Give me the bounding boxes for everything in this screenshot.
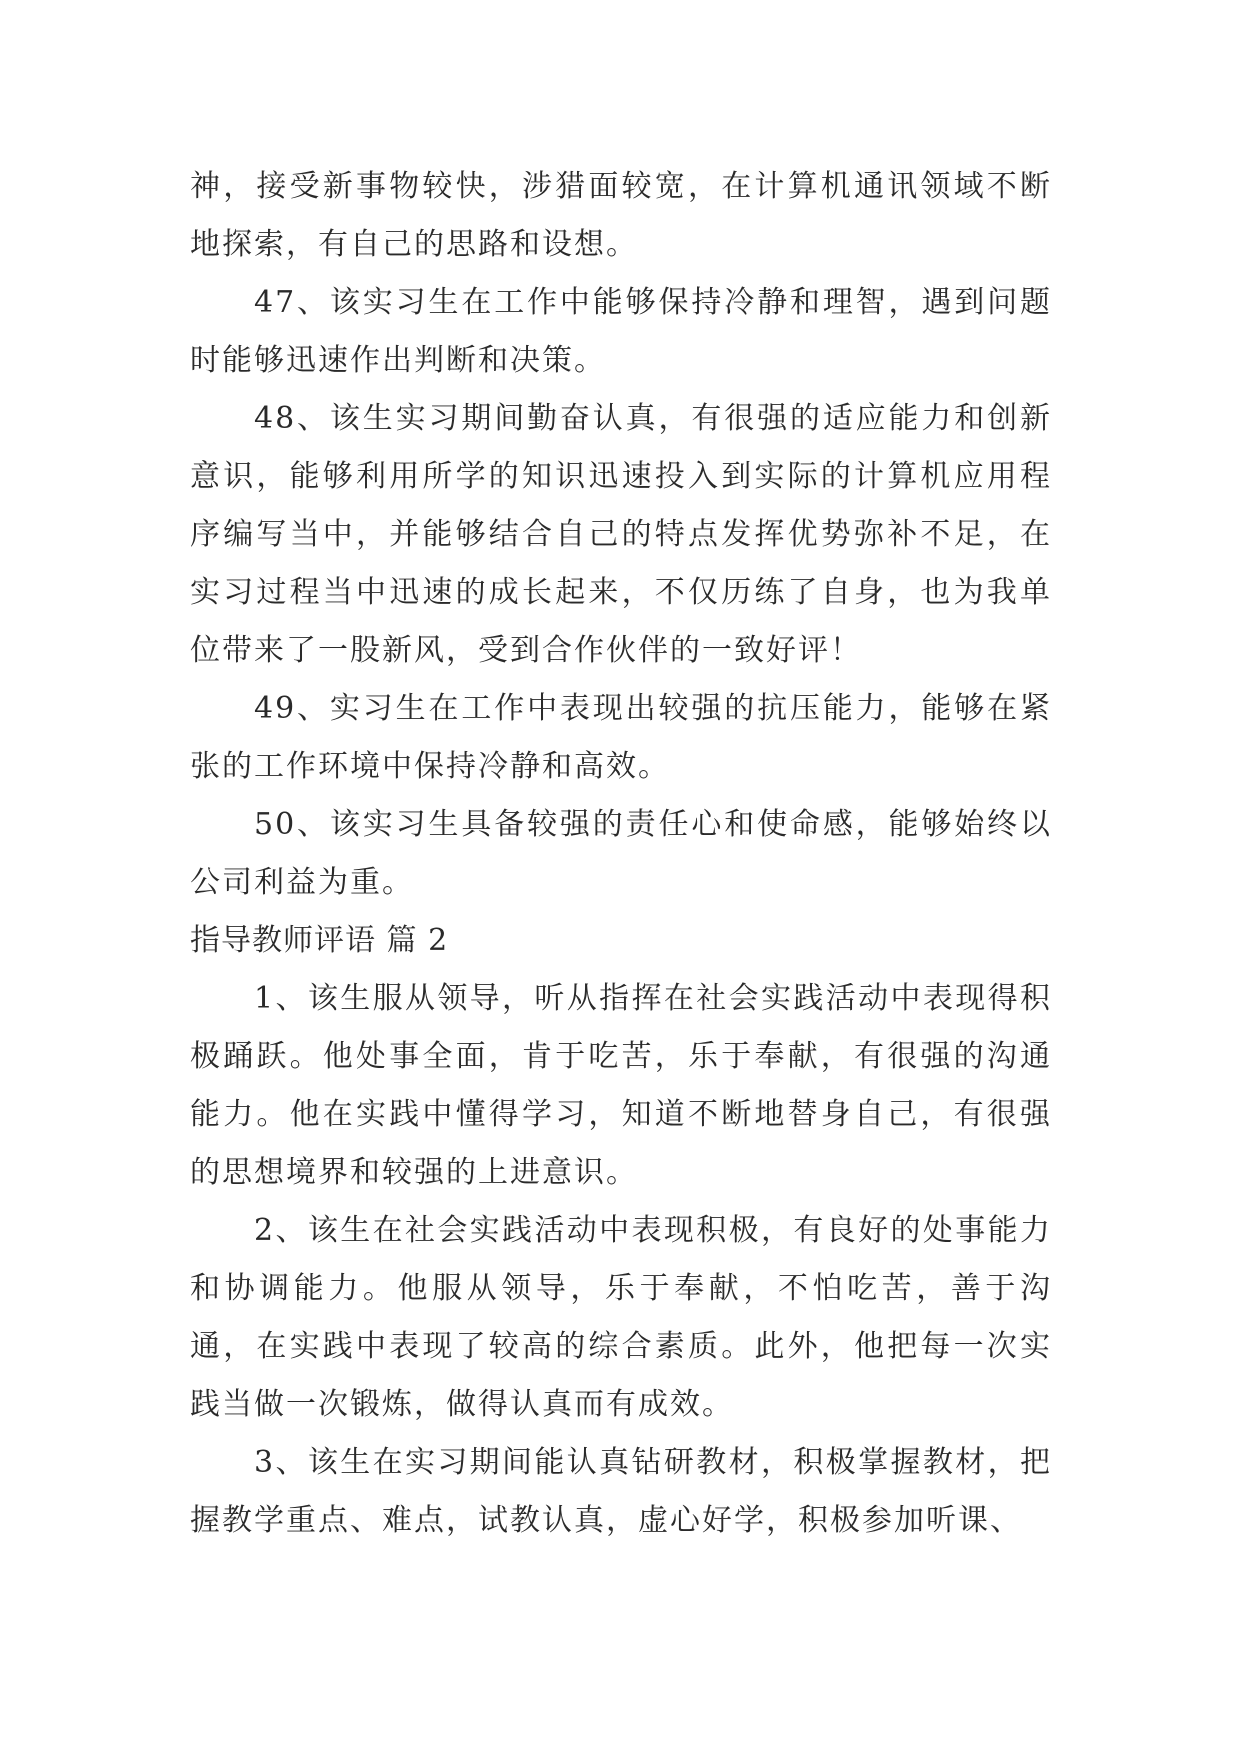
- paragraph-item-1: 1、该生服从领导，听从指挥在社会实践活动中表现得积极踊跃。他处事全面，肯于吃苦，乐于奉献，有很强的沟通能力。他在实践中懂得学习，知道不断地替身自己，有很强的思想境界和较强的上进意识。: [190, 981, 1052, 1190]
- paragraph-item-49: 49、实习生在工作中表现出较强的抗压能力，能够在紧张的工作环境中保持冷静和高效。: [190, 691, 1052, 784]
- paragraph-item-3: 3、该生在实习期间能认真钻研教材，积极掌握教材，把握教学重点、难点，试教认真，虚心好学，积极参加听课、: [190, 1445, 1052, 1538]
- paragraph-item-48: 48、该生实习期间勤奋认真，有很强的适应能力和创新意识，能够利用所学的知识迅速投入到实际的计算机应用程序编写当中，并能够结合自己的特点发挥优势弥补不足，在实习过程当中迅速的成长起来，不仅历练了自身，也为我单位带来了一股新风，受到合作伙伴的一致好评！: [190, 401, 1052, 668]
- paragraph-item-2: 2、该生在社会实践活动中表现积极，有良好的处事能力和协调能力。他服从领导，乐于奉献，不怕吃苦，善于沟通，在实践中表现了较高的综合素质。此外，他把每一次实践当做一次锻炼，做得认真而有成效。: [190, 1213, 1052, 1422]
- paragraph-item-50: 50、该实习生具备较强的责任心和使命感，能够始终以公司利益为重。: [190, 807, 1052, 900]
- document-body: [190, 158, 1052, 1550]
- paragraph-continuation: 神，接受新事物较快，涉猎面较宽，在计算机通讯领域不断地探索，有自己的思路和设想。: [190, 169, 1052, 262]
- paragraph-item-47: 47、该实习生在工作中能够保持冷静和理智，遇到问题时能够迅速作出判断和决策。: [190, 285, 1052, 378]
- section-heading: 指导教师评语 篇 2: [190, 923, 449, 958]
